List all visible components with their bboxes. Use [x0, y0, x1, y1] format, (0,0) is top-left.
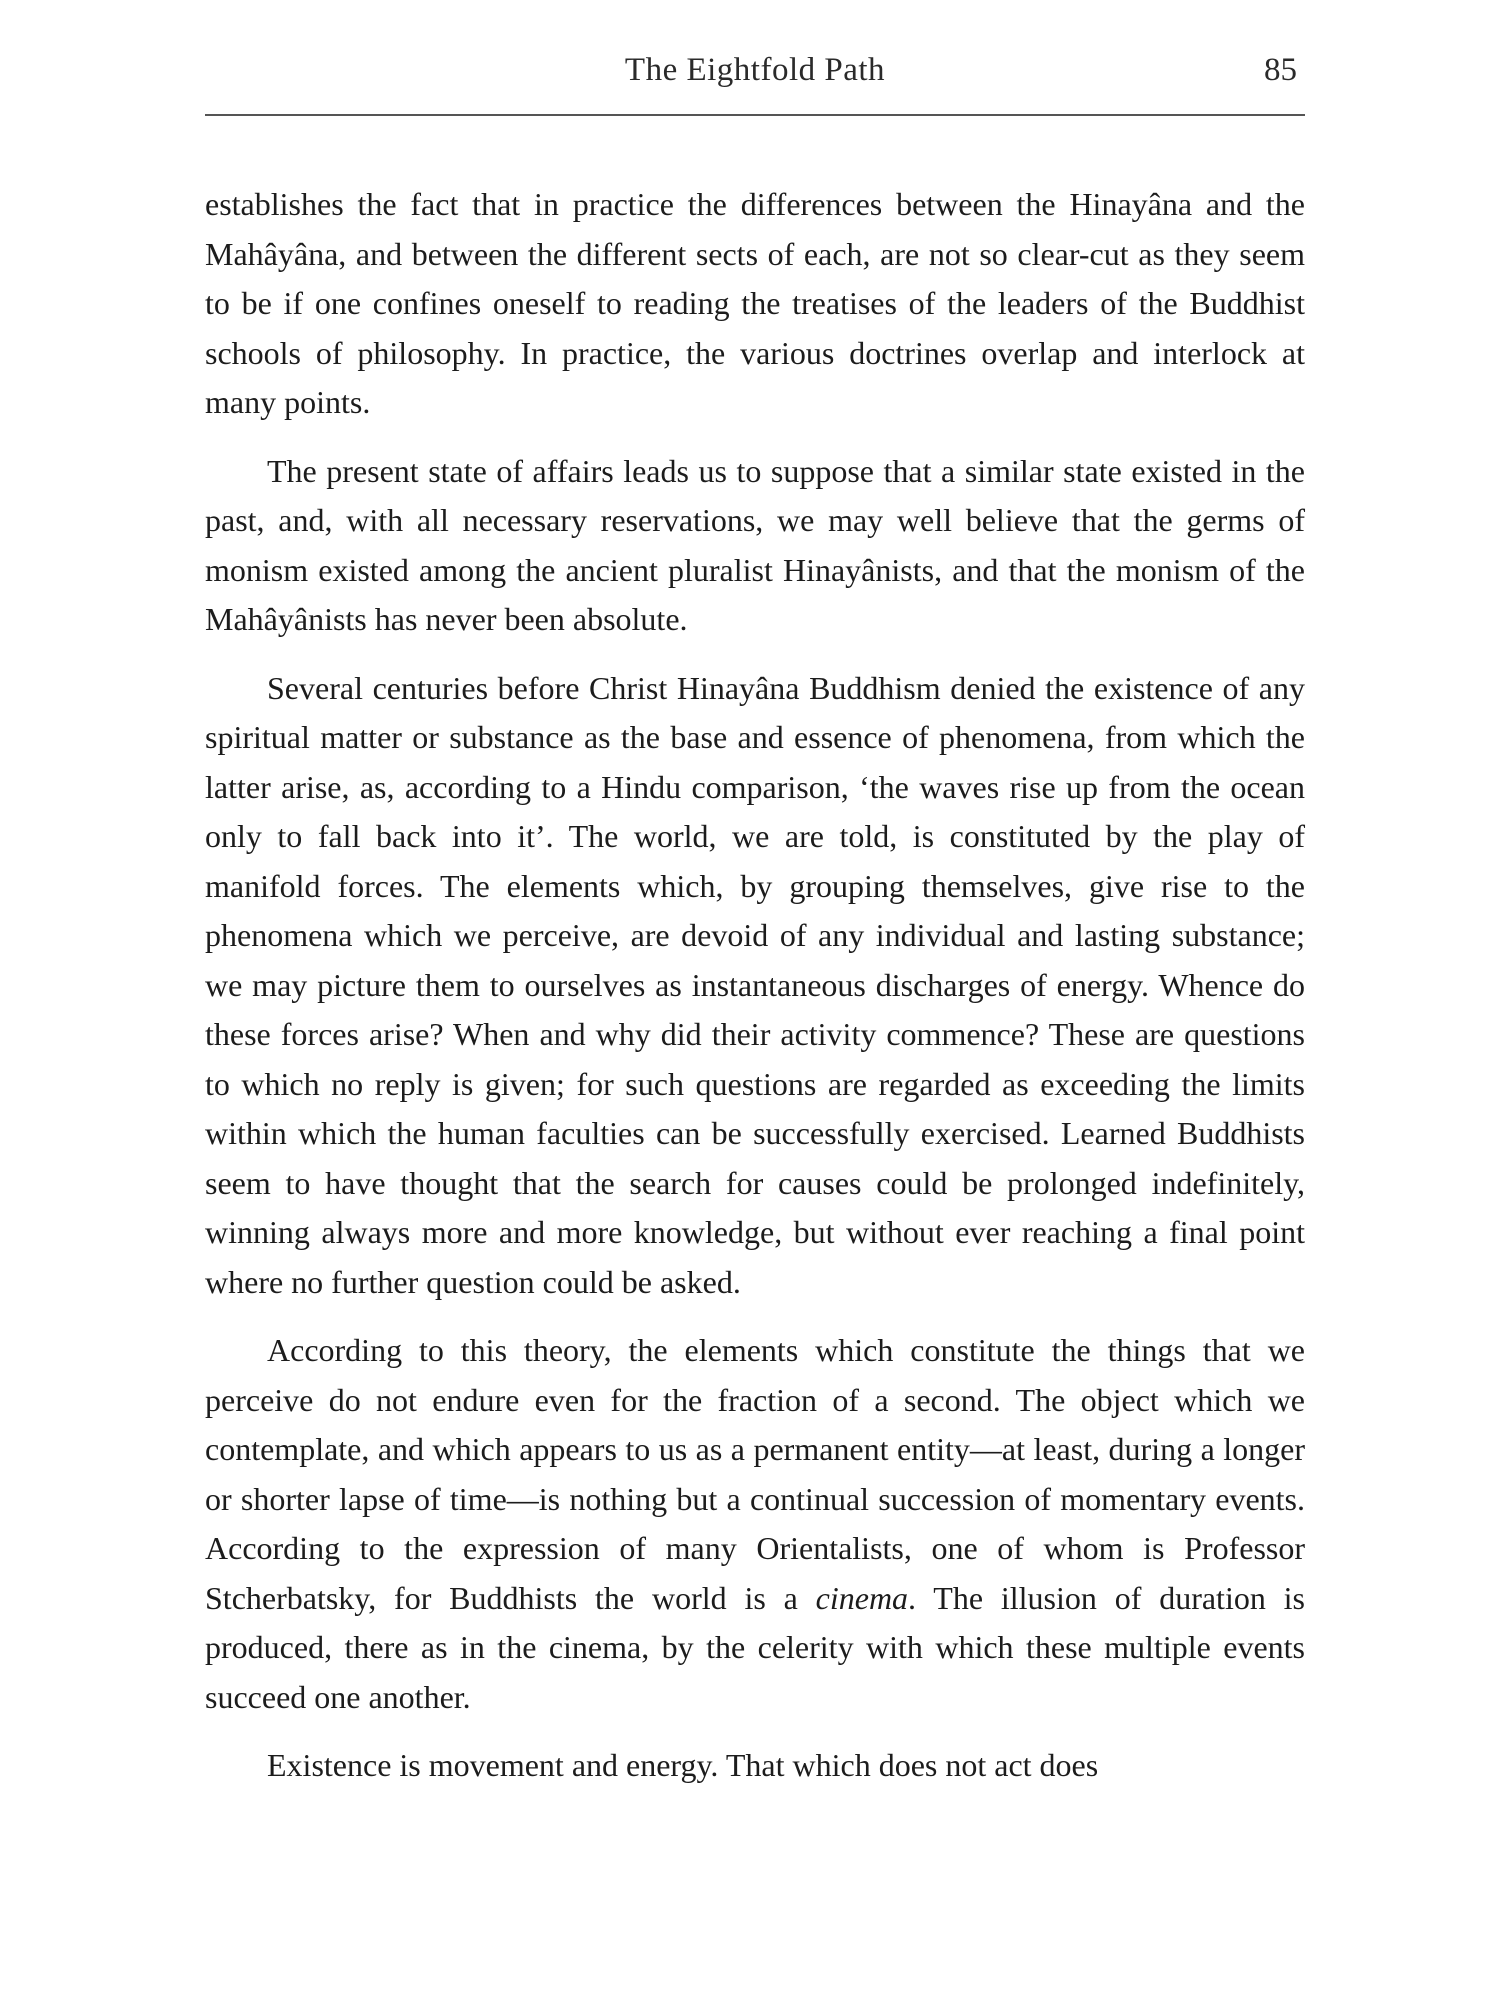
- chapter-title: The Eightfold Path: [624, 52, 886, 88]
- paragraph-1: establishes the fact that in practice the differences between the Hinayâna and the Mahâyâna, and between the different sects of each, are not so clear-cut as they seem to be if one confines oneself to reading the treatises of the leaders of the Buddhist schools of philosophy. In practice, the various doctrines overlap and interlock at many points.: [205, 186, 1305, 420]
- paragraph-4-text-before: According to this theory, the elements which constitute the things that we perceive do not endure even for the fraction of a second. The object which we contemplate, and which appears to us as a permanent entity—at least, during a longer or shorter lapse of time—is nothing but a continual succession of momentary events. According to the expression of many Orientalists, one of whom is Professor Stcherbatsky, for Buddhists the world is a: [205, 1332, 1305, 1616]
- page-number: 85: [1264, 52, 1297, 88]
- header-divider: [205, 114, 1305, 116]
- paragraph-3: Several centuries before Christ Hinayâna Buddhism denied the existence of any spiritual matter or substance as the base and essence of phenomena, from which the latter arise, as, according to a Hindu comparison, ‘the waves rise up from the ocean only to fall back into it’. The world, we are told, is constituted by the play of manifold forces. The elements which, by grouping themselves, give rise to the phenomena which we perceive, are devoid of any individual and lasting substance; we may picture them to ourselves as instantaneous discharges of energy. Whence do these forces arise? When and why did their activity commence? These are questions to which no reply is given; for such questions are regarded as exceeding the limits within which the human faculties can be successfully exercised. Learned Buddhists seem to have thought that the search for causes could be prolonged indefinitely, winning always more and more knowledge, but without ever reaching a final point where no further question could be asked.: [205, 669, 1305, 1300]
- page-body: [205, 180, 1305, 1791]
- paragraph-5: Existence is movement and energy. That which does not act does: [267, 1747, 1099, 1783]
- running-header: [205, 52, 1305, 102]
- paragraph-4-text-after: . The illusion of duration is produced, there as in the cinema, by the celerity with which these multiple events succeed one another.: [205, 1579, 1306, 1715]
- paragraph-4: [205, 1326, 1305, 1722]
- emphasis-cinema: cinema: [815, 1579, 909, 1616]
- paragraph-2: The present state of affairs leads us to suppose that a similar state existed in the past, and, with all necessary reservations, we may well believe that the germs of monism existed among the ancient pluralist Hinayânists, and that the monism of the Mahâyânists has never been absolute.: [205, 452, 1305, 637]
